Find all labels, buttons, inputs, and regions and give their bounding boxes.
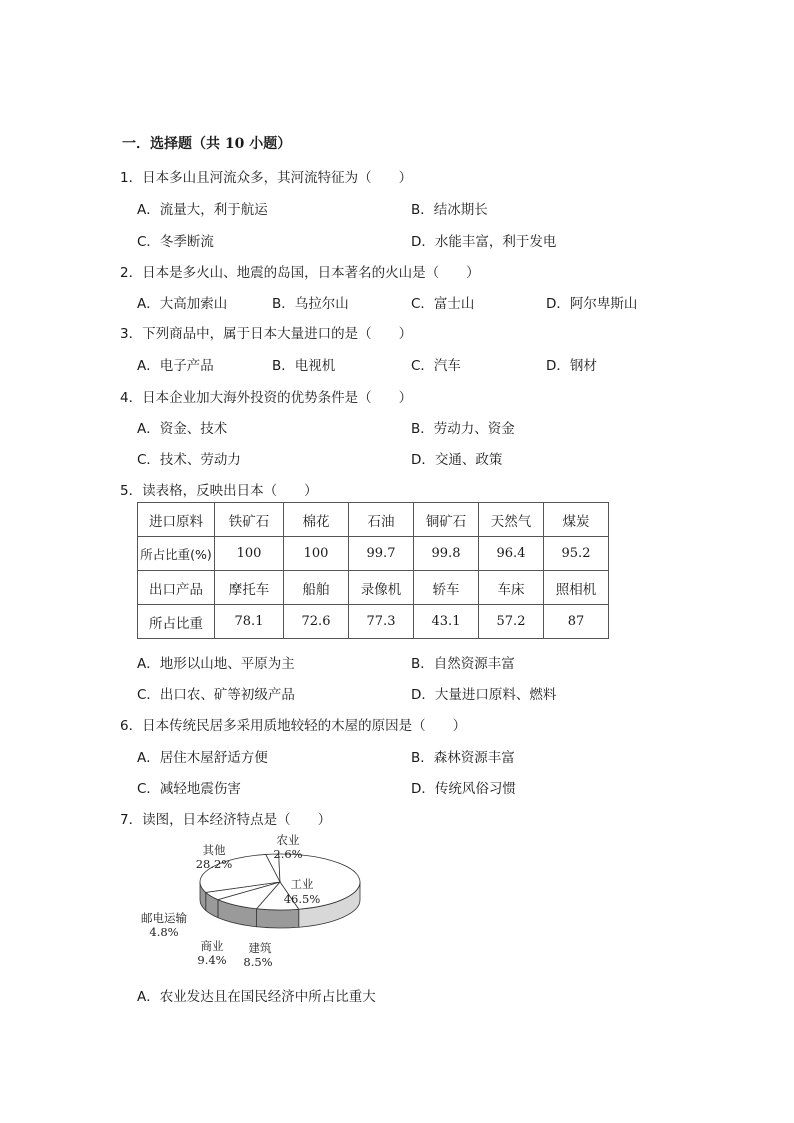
table-cell: 录像机: [349, 571, 414, 605]
pie-label: 其他: [202, 843, 226, 857]
table-cell: 所占比重(%): [138, 537, 215, 571]
pie-slice-side: [257, 909, 299, 928]
pie-label: 建筑: [248, 941, 272, 955]
pie-label: 邮电运输: [141, 911, 187, 925]
table-row: [138, 503, 609, 537]
table-cell: 96.4: [479, 537, 544, 571]
question-2-option-a[interactable]: A．大高加索山: [137, 296, 228, 312]
table-cell: 所占比重: [138, 605, 215, 639]
question-2-option-b[interactable]: B．乌拉尔山: [272, 296, 349, 312]
table-cell: 43.1: [414, 605, 479, 639]
question-5-option-c[interactable]: C．出口农、矿等初级产品: [137, 687, 295, 703]
table-cell: 出口产品: [138, 571, 215, 605]
question-5-option-a[interactable]: A．地形以山地、平原为主: [137, 656, 295, 672]
table-row: [138, 537, 609, 571]
question-2-stem: 2．日本是多火山、地震的岛国，日本著名的火山是（ ）: [120, 265, 480, 281]
question-6-option-a[interactable]: A．居住木屋舒适方便: [137, 750, 268, 766]
question-7-stem: 7．读图，日本经济特点是（ ）: [120, 812, 332, 828]
table-cell: 铁矿石: [215, 503, 284, 537]
table-cell: 棉花: [284, 503, 349, 537]
section-title: 一．选择题（共 10 小题）: [122, 136, 292, 152]
pie-value-label: 2.6%: [273, 847, 303, 861]
table-cell: 船舶: [284, 571, 349, 605]
question-3-stem: 3．下列商品中，属于日本大量进口的是（ ）: [120, 326, 413, 342]
question-7-option-a[interactable]: A．农业发达且在国民经济中所占比重大: [137, 989, 376, 1005]
table-cell: 摩托车: [215, 571, 284, 605]
table-cell: 天然气: [479, 503, 544, 537]
question-3-option-a[interactable]: A．电子产品: [137, 358, 214, 374]
question-2-option-c[interactable]: C．富士山: [411, 296, 475, 312]
pie-label: 工业: [290, 877, 314, 891]
question-6-option-d[interactable]: D．传统风俗习惯: [411, 781, 516, 797]
question-1-option-a[interactable]: A．流量大，利于航运: [137, 202, 268, 218]
table-cell: 进口原料: [138, 503, 215, 537]
table-cell: 100: [215, 537, 284, 571]
pie-value-label: 8.5%: [243, 955, 273, 969]
table-cell: 轿车: [414, 571, 479, 605]
trade-table: [137, 502, 609, 639]
question-3-option-d[interactable]: D．钢材: [546, 358, 597, 374]
question-3-option-b[interactable]: B．电视机: [272, 358, 336, 374]
pie-value-label: 46.5%: [283, 892, 321, 906]
question-1-option-d[interactable]: D．水能丰富，利于发电: [411, 234, 557, 250]
question-6-option-c[interactable]: C．减轻地震伤害: [137, 781, 241, 797]
table-cell: 57.2: [479, 605, 544, 639]
question-4-option-c[interactable]: C．技术、劳动力: [137, 452, 241, 468]
table-row: [138, 605, 609, 639]
question-4-option-a[interactable]: A．资金、技术: [137, 421, 228, 437]
table-cell: 车床: [479, 571, 544, 605]
pie-label: 农业: [276, 833, 300, 847]
pie-value-label: 28.2%: [195, 857, 233, 871]
table-cell: 铜矿石: [414, 503, 479, 537]
pie-value-label: 9.4%: [197, 953, 227, 967]
question-5-option-b[interactable]: B．自然资源丰富: [411, 656, 515, 672]
economy-pie-chart: [140, 832, 370, 972]
pie-label: 商业: [200, 939, 224, 953]
question-3-option-c[interactable]: C．汽车: [411, 358, 461, 374]
question-4-option-d[interactable]: D．交通、政策: [411, 452, 503, 468]
question-5-stem: 5．读表格，反映出日本（ ）: [120, 483, 318, 499]
table-cell: 100: [284, 537, 349, 571]
table-row: [138, 571, 609, 605]
question-4-option-b[interactable]: B．劳动力、资金: [411, 421, 515, 437]
question-6-stem: 6．日本传统民居多采用质地较轻的木屋的原因是（ ）: [120, 718, 467, 734]
table-cell: 77.3: [349, 605, 414, 639]
table-cell: 99.8: [414, 537, 479, 571]
pie-value-label: 4.8%: [149, 925, 179, 939]
question-1-option-b[interactable]: B．结冰期长: [411, 202, 488, 218]
table-cell: 煤炭: [544, 503, 609, 537]
table-cell: 石油: [349, 503, 414, 537]
table-cell: 99.7: [349, 537, 414, 571]
question-5-option-d[interactable]: D．大量进口原料、燃料: [411, 687, 557, 703]
question-1-stem: 1．日本多山且河流众多，其河流特征为（ ）: [120, 170, 413, 186]
table-cell: 95.2: [544, 537, 609, 571]
question-1-option-c[interactable]: C．冬季断流: [137, 234, 214, 250]
table-cell: 72.6: [284, 605, 349, 639]
table-cell: 照相机: [544, 571, 609, 605]
table-cell: 87: [544, 605, 609, 639]
table-cell: 78.1: [215, 605, 284, 639]
question-6-option-b[interactable]: B．森林资源丰富: [411, 750, 515, 766]
question-4-stem: 4．日本企业加大海外投资的优势条件是（ ）: [120, 390, 413, 406]
question-2-option-d[interactable]: D．阿尔卑斯山: [546, 296, 638, 312]
